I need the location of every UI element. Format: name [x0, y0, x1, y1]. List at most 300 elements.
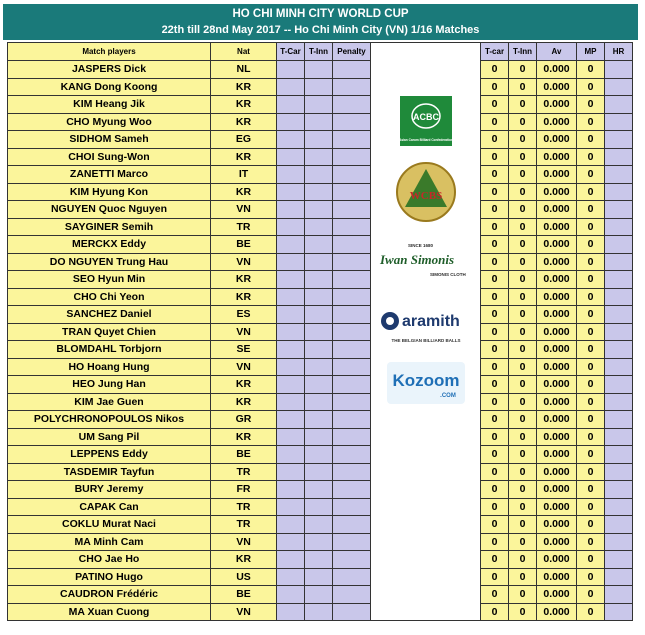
- player-name: TRAN Quyet Chien: [8, 323, 211, 341]
- high-run: [605, 271, 633, 289]
- high-run: [605, 393, 633, 411]
- match-points: 0: [577, 341, 605, 359]
- match-points: 0: [577, 533, 605, 551]
- col-header-penalty: Penalty: [333, 43, 371, 61]
- high-run: [605, 533, 633, 551]
- player-name: MA Minh Cam: [8, 533, 211, 551]
- player-nat: KR: [211, 78, 277, 96]
- acbc-logo-text: ACBC: [412, 112, 439, 122]
- high-run: [605, 131, 633, 149]
- tcar-cell: [277, 516, 305, 534]
- player-nat: KR: [211, 96, 277, 114]
- tcar-total: 0: [481, 113, 509, 131]
- average: 0.000: [537, 148, 577, 166]
- player-nat: BE: [211, 586, 277, 604]
- penalty-cell: [333, 218, 371, 236]
- player-nat: KR: [211, 428, 277, 446]
- simonis-logo-text: Iwan Simonis: [379, 252, 454, 267]
- table-row: [8, 131, 633, 149]
- acbc-logo-subtext: Asian Carom Billiard Confederation: [398, 138, 453, 142]
- high-run: [605, 288, 633, 306]
- player-name: SANCHEZ Daniel: [8, 306, 211, 324]
- tinn-total: 0: [509, 236, 537, 254]
- tinn-cell: [305, 166, 333, 184]
- player-name: SAYGINER Semih: [8, 218, 211, 236]
- average: 0.000: [537, 533, 577, 551]
- tcar-total: 0: [481, 253, 509, 271]
- tinn-total: 0: [509, 288, 537, 306]
- tinn-total: 0: [509, 323, 537, 341]
- tcar-total: 0: [481, 481, 509, 499]
- tcar-total: 0: [481, 201, 509, 219]
- high-run: [605, 516, 633, 534]
- high-run: [605, 113, 633, 131]
- high-run: [605, 411, 633, 429]
- penalty-cell: [333, 568, 371, 586]
- table-row: [8, 201, 633, 219]
- match-points: 0: [577, 481, 605, 499]
- table-row: [8, 61, 633, 79]
- tcar-cell: [277, 253, 305, 271]
- tcar-cell: [277, 551, 305, 569]
- tinn-total: 0: [509, 201, 537, 219]
- penalty-cell: [333, 411, 371, 429]
- penalty-cell: [333, 131, 371, 149]
- tcar-cell: [277, 411, 305, 429]
- table-row: [8, 183, 633, 201]
- table-header-row: [8, 43, 633, 61]
- tcar-total: 0: [481, 463, 509, 481]
- penalty-cell: [333, 358, 371, 376]
- match-points: 0: [577, 498, 605, 516]
- penalty-cell: [333, 428, 371, 446]
- tcar-cell: [277, 428, 305, 446]
- table-row: [8, 516, 633, 534]
- table-row: [8, 306, 633, 324]
- penalty-cell: [333, 551, 371, 569]
- match-points: 0: [577, 131, 605, 149]
- tinn-total: 0: [509, 586, 537, 604]
- penalty-cell: [333, 61, 371, 79]
- match-points: 0: [577, 288, 605, 306]
- tinn-cell: [305, 533, 333, 551]
- tinn-total: 0: [509, 411, 537, 429]
- tcar-cell: [277, 568, 305, 586]
- penalty-cell: [333, 288, 371, 306]
- table-row: [8, 253, 633, 271]
- player-name: CAPAK Can: [8, 498, 211, 516]
- match-points: 0: [577, 148, 605, 166]
- tcar-total: 0: [481, 586, 509, 604]
- acbc-logo: [399, 95, 453, 147]
- average: 0.000: [537, 341, 577, 359]
- match-points: 0: [577, 428, 605, 446]
- table-row: [8, 218, 633, 236]
- player-name: BURY Jeremy: [8, 481, 211, 499]
- tinn-total: 0: [509, 113, 537, 131]
- average: 0.000: [537, 358, 577, 376]
- tcar-total: 0: [481, 603, 509, 621]
- player-nat: IT: [211, 166, 277, 184]
- penalty-cell: [333, 498, 371, 516]
- average: 0.000: [537, 498, 577, 516]
- player-name: POLYCHRONOPOULOS Nikos: [8, 411, 211, 429]
- tinn-cell: [305, 481, 333, 499]
- player-nat: TR: [211, 516, 277, 534]
- player-nat: EG: [211, 131, 277, 149]
- player-name: KANG Dong Koong: [8, 78, 211, 96]
- tcar-cell: [277, 446, 305, 464]
- tinn-total: 0: [509, 481, 537, 499]
- tinn-total: 0: [509, 96, 537, 114]
- table-row: [8, 498, 633, 516]
- tinn-total: 0: [509, 183, 537, 201]
- match-points: 0: [577, 376, 605, 394]
- average: 0.000: [537, 166, 577, 184]
- average: 0.000: [537, 288, 577, 306]
- average: 0.000: [537, 323, 577, 341]
- player-nat: VN: [211, 323, 277, 341]
- page-subtitle: 22th till 28nd May 2017 -- Ho Chi Minh City (VN) 1/16 Matches: [161, 24, 480, 36]
- tinn-cell: [305, 131, 333, 149]
- match-points: 0: [577, 113, 605, 131]
- table-row: [8, 236, 633, 254]
- player-nat: FR: [211, 481, 277, 499]
- player-name: DO NGUYEN Trung Hau: [8, 253, 211, 271]
- average: 0.000: [537, 411, 577, 429]
- kozoom-logo-subtext: .COM: [439, 393, 456, 399]
- table-row: [8, 551, 633, 569]
- tinn-cell: [305, 113, 333, 131]
- penalty-cell: [333, 376, 371, 394]
- match-points: 0: [577, 551, 605, 569]
- tinn-cell: [305, 341, 333, 359]
- tcar-cell: [277, 288, 305, 306]
- player-nat: KR: [211, 271, 277, 289]
- tcar-cell: [277, 341, 305, 359]
- player-name: CHO Jae Ho: [8, 551, 211, 569]
- player-nat: GR: [211, 411, 277, 429]
- tcar-total: 0: [481, 393, 509, 411]
- match-points: 0: [577, 306, 605, 324]
- tinn-total: 0: [509, 446, 537, 464]
- penalty-cell: [333, 603, 371, 621]
- page-title: HO CHI MINH CITY WORLD CUP: [232, 8, 409, 20]
- player-name: KIM Hyung Kon: [8, 183, 211, 201]
- penalty-cell: [333, 533, 371, 551]
- tinn-cell: [305, 411, 333, 429]
- player-name: MERCKX Eddy: [8, 236, 211, 254]
- tcar-cell: [277, 96, 305, 114]
- average: 0.000: [537, 131, 577, 149]
- average: 0.000: [537, 376, 577, 394]
- player-name: KIM Jae Guen: [8, 393, 211, 411]
- tinn-total: 0: [509, 148, 537, 166]
- average: 0.000: [537, 271, 577, 289]
- table-row: [8, 323, 633, 341]
- player-nat: VN: [211, 201, 277, 219]
- player-nat: KR: [211, 393, 277, 411]
- average: 0.000: [537, 568, 577, 586]
- player-name: CAUDRON Frédéric: [8, 586, 211, 604]
- tcar-cell: [277, 603, 305, 621]
- player-nat: KR: [211, 288, 277, 306]
- tinn-total: 0: [509, 533, 537, 551]
- table-row: [8, 341, 633, 359]
- match-points: 0: [577, 218, 605, 236]
- tcar-total: 0: [481, 96, 509, 114]
- high-run: [605, 236, 633, 254]
- tcar-total: 0: [481, 411, 509, 429]
- player-nat: ES: [211, 306, 277, 324]
- tinn-total: 0: [509, 568, 537, 586]
- penalty-cell: [333, 253, 371, 271]
- tinn-cell: [305, 218, 333, 236]
- average: 0.000: [537, 236, 577, 254]
- col-header-hr: HR: [605, 43, 633, 61]
- average: 0.000: [537, 306, 577, 324]
- tcar-total: 0: [481, 551, 509, 569]
- high-run: [605, 201, 633, 219]
- high-run: [605, 96, 633, 114]
- tinn-cell: [305, 358, 333, 376]
- player-nat: BE: [211, 236, 277, 254]
- match-points: 0: [577, 166, 605, 184]
- tcar-cell: [277, 498, 305, 516]
- tinn-total: 0: [509, 358, 537, 376]
- match-points: 0: [577, 393, 605, 411]
- kozoom-logo-text: Kozoom: [391, 371, 460, 390]
- col-header-tcar2: T-car: [481, 43, 509, 61]
- tinn-cell: [305, 323, 333, 341]
- tcar-cell: [277, 61, 305, 79]
- penalty-cell: [333, 166, 371, 184]
- player-nat: SE: [211, 341, 277, 359]
- high-run: [605, 376, 633, 394]
- player-nat: VN: [211, 603, 277, 621]
- player-nat: US: [211, 568, 277, 586]
- tinn-total: 0: [509, 393, 537, 411]
- tinn-cell: [305, 603, 333, 621]
- penalty-cell: [333, 463, 371, 481]
- results-table: [7, 42, 633, 621]
- penalty-cell: [333, 446, 371, 464]
- high-run: [605, 551, 633, 569]
- high-run: [605, 61, 633, 79]
- penalty-cell: [333, 113, 371, 131]
- penalty-cell: [333, 516, 371, 534]
- tcar-cell: [277, 148, 305, 166]
- tinn-total: 0: [509, 78, 537, 96]
- tcar-total: 0: [481, 78, 509, 96]
- tcar-cell: [277, 236, 305, 254]
- match-points: 0: [577, 568, 605, 586]
- match-points: 0: [577, 183, 605, 201]
- simonis-logo: [378, 239, 474, 279]
- high-run: [605, 148, 633, 166]
- match-points: 0: [577, 586, 605, 604]
- tcar-total: 0: [481, 148, 509, 166]
- player-name: KIM Heang Jik: [8, 96, 211, 114]
- table-row: [8, 288, 633, 306]
- tinn-cell: [305, 78, 333, 96]
- table-row: [8, 446, 633, 464]
- table-row: [8, 78, 633, 96]
- tcar-cell: [277, 218, 305, 236]
- tinn-cell: [305, 183, 333, 201]
- tcar-cell: [277, 201, 305, 219]
- tcar-cell: [277, 586, 305, 604]
- tinn-cell: [305, 148, 333, 166]
- tinn-total: 0: [509, 603, 537, 621]
- col-header-tinn2: T-Inn: [509, 43, 537, 61]
- player-name: BLOMDAHL Torbjorn: [8, 341, 211, 359]
- aramith-logo: [378, 303, 474, 347]
- table-row: [8, 481, 633, 499]
- tcar-total: 0: [481, 61, 509, 79]
- tinn-cell: [305, 463, 333, 481]
- average: 0.000: [537, 428, 577, 446]
- player-nat: TR: [211, 463, 277, 481]
- tinn-cell: [305, 271, 333, 289]
- tinn-cell: [305, 376, 333, 394]
- penalty-cell: [333, 236, 371, 254]
- tcar-cell: [277, 166, 305, 184]
- tinn-cell: [305, 446, 333, 464]
- table-row: [8, 96, 633, 114]
- match-points: 0: [577, 603, 605, 621]
- player-name: ZANETTI Marco: [8, 166, 211, 184]
- tinn-total: 0: [509, 306, 537, 324]
- high-run: [605, 166, 633, 184]
- tcar-cell: [277, 271, 305, 289]
- table-row: [8, 358, 633, 376]
- player-nat: TR: [211, 218, 277, 236]
- tcar-cell: [277, 376, 305, 394]
- high-run: [605, 428, 633, 446]
- table-row: [8, 463, 633, 481]
- average: 0.000: [537, 446, 577, 464]
- tinn-cell: [305, 586, 333, 604]
- match-points: 0: [577, 201, 605, 219]
- tinn-total: 0: [509, 428, 537, 446]
- tcar-total: 0: [481, 183, 509, 201]
- average: 0.000: [537, 183, 577, 201]
- player-nat: KR: [211, 376, 277, 394]
- match-points: 0: [577, 516, 605, 534]
- high-run: [605, 341, 633, 359]
- high-run: [605, 481, 633, 499]
- match-points: 0: [577, 78, 605, 96]
- average: 0.000: [537, 253, 577, 271]
- tcar-total: 0: [481, 218, 509, 236]
- wcbs-logo-text: WCBS: [409, 190, 442, 202]
- high-run: [605, 323, 633, 341]
- player-name: TASDEMIR Tayfun: [8, 463, 211, 481]
- player-nat: VN: [211, 533, 277, 551]
- tinn-total: 0: [509, 516, 537, 534]
- player-nat: VN: [211, 253, 277, 271]
- table-row: [8, 113, 633, 131]
- player-name: CHOI Sung-Won: [8, 148, 211, 166]
- penalty-cell: [333, 341, 371, 359]
- tcar-cell: [277, 323, 305, 341]
- table-row: [8, 376, 633, 394]
- col-header-tinn: T-Inn: [305, 43, 333, 61]
- tcar-total: 0: [481, 516, 509, 534]
- penalty-cell: [333, 78, 371, 96]
- player-nat: TR: [211, 498, 277, 516]
- col-header-nat: Nat: [211, 43, 277, 61]
- player-name: UM Sang Pil: [8, 428, 211, 446]
- player-name: HEO Jung Han: [8, 376, 211, 394]
- table-row: [8, 603, 633, 621]
- tcar-total: 0: [481, 131, 509, 149]
- penalty-cell: [333, 201, 371, 219]
- match-points: 0: [577, 411, 605, 429]
- col-header-av: Av: [537, 43, 577, 61]
- high-run: [605, 358, 633, 376]
- average: 0.000: [537, 218, 577, 236]
- page-header: [3, 4, 638, 40]
- player-nat: VN: [211, 358, 277, 376]
- tinn-cell: [305, 393, 333, 411]
- table-row: [8, 411, 633, 429]
- penalty-cell: [333, 183, 371, 201]
- col-header-tcar: T-Car: [277, 43, 305, 61]
- tinn-total: 0: [509, 218, 537, 236]
- player-nat: KR: [211, 551, 277, 569]
- tcar-total: 0: [481, 341, 509, 359]
- high-run: [605, 586, 633, 604]
- tcar-cell: [277, 113, 305, 131]
- tinn-cell: [305, 428, 333, 446]
- player-name: NGUYEN Quoc Nguyen: [8, 201, 211, 219]
- average: 0.000: [537, 113, 577, 131]
- col-header-player: Match players: [8, 43, 211, 61]
- player-name: LEPPENS Eddy: [8, 446, 211, 464]
- col-header-mp: MP: [577, 43, 605, 61]
- high-run: [605, 78, 633, 96]
- tcar-total: 0: [481, 533, 509, 551]
- average: 0.000: [537, 78, 577, 96]
- aramith-logo-subtext: THE BELGIAN BILLIARD BALLS: [391, 338, 460, 343]
- table-row: [8, 428, 633, 446]
- simonis-since: SINCE 1680: [407, 243, 433, 248]
- tcar-cell: [277, 131, 305, 149]
- tinn-total: 0: [509, 341, 537, 359]
- player-name: JASPERS Dick: [8, 61, 211, 79]
- match-points: 0: [577, 358, 605, 376]
- tcar-total: 0: [481, 236, 509, 254]
- player-nat: KR: [211, 148, 277, 166]
- high-run: [605, 463, 633, 481]
- average: 0.000: [537, 551, 577, 569]
- average: 0.000: [537, 463, 577, 481]
- tcar-cell: [277, 481, 305, 499]
- tinn-cell: [305, 61, 333, 79]
- match-points: 0: [577, 463, 605, 481]
- kozoom-logo: [386, 361, 466, 405]
- table-row: [8, 568, 633, 586]
- table-row: [8, 166, 633, 184]
- tinn-total: 0: [509, 131, 537, 149]
- tinn-cell: [305, 236, 333, 254]
- match-points: 0: [577, 271, 605, 289]
- average: 0.000: [537, 586, 577, 604]
- tinn-cell: [305, 306, 333, 324]
- average: 0.000: [537, 603, 577, 621]
